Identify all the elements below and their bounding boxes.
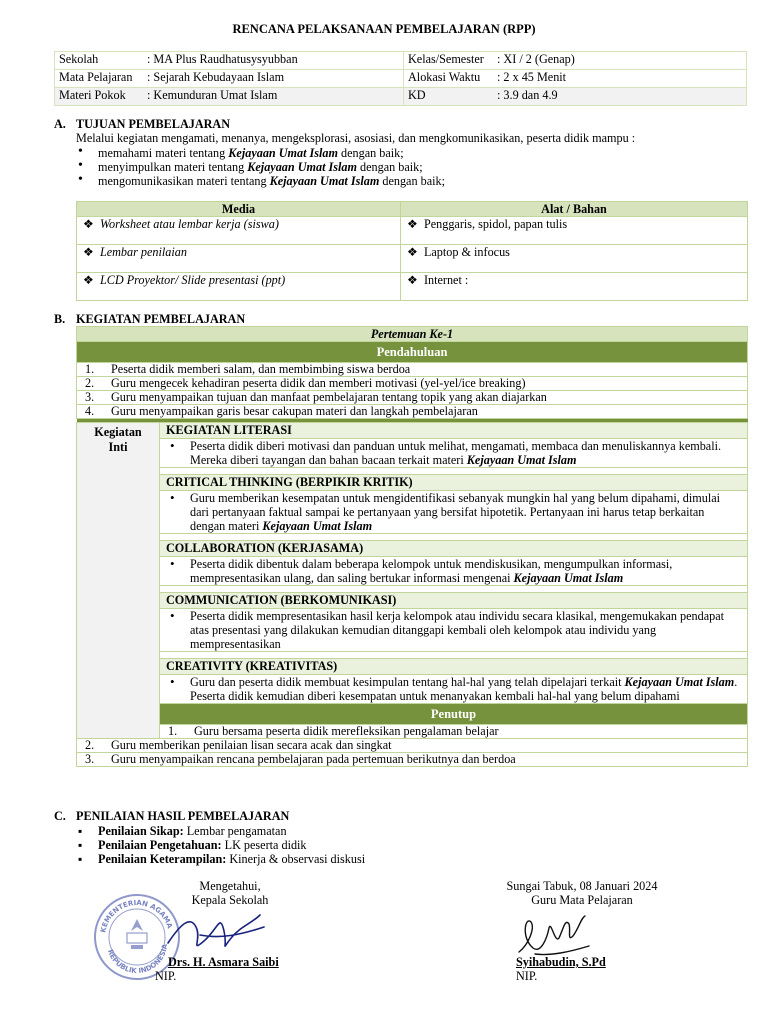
creat-text	[166, 675, 741, 703]
subject-cell	[55, 70, 404, 88]
section-b-title: KEGIATAN PEMBELAJARAN	[76, 312, 246, 326]
media-table	[76, 201, 748, 301]
closing-item	[77, 753, 748, 767]
subject-value: : Sejarah Kebudayaan Islam	[147, 70, 285, 84]
teacher-nip: NIP.	[516, 969, 538, 983]
critical-thinking-item	[160, 491, 748, 534]
diamond-bullet-icon: ❖	[407, 245, 418, 259]
closing-item-text: Guru bersama peserta didik merefleksikan pengalaman belajar	[194, 724, 499, 738]
section-a-intro: Melalui kegiatan mengamati, menanya, mengeksplorasi, asosiasi, dan mengkomunikasikan, peserta didik mampu :	[76, 131, 636, 145]
media-text: LCD Proyektor/ Slide presentasi (ppt)	[99, 273, 286, 287]
goal-text: mengomunikasikan materi tentang	[98, 174, 270, 188]
opening-item-text: Guru menyampaikan garis besar cakupan materi dan langkah pembelajaran	[111, 404, 478, 418]
diamond-bullet-icon: ❖	[83, 217, 94, 231]
literacy-body: Peserta didik diberi motivasi dan panduan untuk melihat, mengamati, membaca dan menuliskannya kembali. Mereka diberi tayangan dan bahan bacaan terkait materi	[190, 439, 722, 467]
kd-label: KD	[408, 88, 426, 102]
tools-cell	[401, 245, 748, 273]
collab-text	[166, 557, 741, 585]
item-number: 3.	[85, 752, 95, 766]
literacy-emphasis: Kejayaan Umat Islam	[466, 453, 577, 467]
closing-item-text: Guru memberikan penilaian lisan secara acak dan singkat	[111, 738, 392, 752]
teacher-name: Syihabudin, S.Pd	[516, 955, 606, 969]
collaboration-heading: COLLABORATION (KERJASAMA)	[160, 541, 748, 557]
diamond-bullet-icon: ❖	[407, 217, 418, 231]
teacher-title: Guru Mata Pelajaran	[531, 893, 633, 907]
media-cell	[77, 217, 401, 245]
class-value: : XI / 2 (Genap)	[497, 52, 575, 66]
class-cell	[404, 52, 747, 70]
time-cell	[404, 70, 747, 88]
opening-item	[77, 377, 748, 391]
opening-item	[77, 391, 748, 405]
spacer	[160, 652, 748, 659]
communication-item	[160, 609, 748, 652]
tools-cell	[401, 273, 748, 301]
assessment-value: Lembar pengamatan	[183, 824, 287, 838]
collab-body: Peserta didik dibentuk dalam beberapa kelompok untuk mendiskusikan, mengumpulkan informasi, mempresentasikan ulang, dan saling bertukar informasi mengenai	[190, 557, 673, 585]
goals-list	[76, 146, 445, 188]
tools-cell	[401, 217, 748, 245]
subject-label: Mata Pelajaran	[59, 70, 133, 84]
opening-band: Pendahuluan	[77, 342, 748, 363]
assessment-item	[76, 838, 365, 852]
acknowledge-text: Mengetahui,	[199, 879, 261, 893]
seal-bottom-text: REPUBLIK INDONESIA	[105, 943, 170, 976]
section-c-title: PENILAIAN HASIL PEMBELAJARAN	[76, 809, 290, 823]
time-value: : 2 x 45 Menit	[497, 70, 567, 84]
goal-text-end: dengan baik;	[338, 146, 404, 160]
tools-text: Laptop & infocus	[423, 245, 510, 259]
creat-emphasis: Kejayaan Umat Islam	[624, 675, 735, 689]
principal-title: Kepala Sekolah	[191, 893, 269, 907]
goal-emphasis: Kejayaan Umat Islam	[228, 146, 338, 160]
meeting-label: Pertemuan Ke-1	[77, 327, 748, 342]
item-number: 3.	[85, 390, 95, 404]
assessment-list	[76, 824, 365, 866]
tools-text: Penggaris, spidol, papan tulis	[423, 217, 568, 231]
tools-text: Internet :	[423, 273, 469, 287]
assessment-item	[76, 852, 365, 866]
goal-item	[76, 146, 445, 160]
opening-item-text: Guru menyampaikan tujuan dan manfaat pembelajaran tentang topik yang akan diajarkan	[111, 390, 547, 404]
item-number: 4.	[85, 404, 95, 418]
closing-item	[77, 739, 748, 753]
assessment-value: Kinerja & observasi diskusi	[226, 852, 366, 866]
media-cell	[77, 245, 401, 273]
assessment-label: Penilaian Pengetahuan:	[98, 838, 222, 852]
opening-item-text: Guru mengecek kehadiran peserta didik dan memberi motivasi (yel-yel/ice breaking)	[111, 376, 526, 390]
document-title: RENCANA PELAKSANAAN PEMBELAJARAN (RPP)	[232, 22, 536, 36]
topic-value: : Kemunduran Umat Islam	[147, 88, 278, 102]
section-b-number: B.	[54, 312, 66, 326]
principal-name: Drs. H. Asmara Saibi	[168, 955, 279, 969]
seal-top-text: KEMENTERIAN AGAMA	[99, 898, 174, 934]
assessment-value: LK peserta didik	[221, 838, 307, 852]
spacer	[160, 586, 748, 593]
closing-item	[160, 725, 748, 739]
topic-label: Materi Pokok	[59, 88, 126, 102]
critical-body: Guru memberikan kesempatan untuk mengidentifikasi sebanyak mungkin hal yang belum dipahami, dimulai dari pertanyaan faktual sampai ke pertanyaan yang bersifat hipotetik. Pertanyaan ini harus tetap berkaitan dengan materi	[190, 491, 721, 533]
opening-item-text: Peserta didik memberi salam, dan membimbing siswa berdoa	[111, 362, 411, 376]
school-value: : MA Plus Raudhatusysyubban	[147, 52, 298, 66]
item-number: 2.	[85, 376, 95, 390]
goal-text: menyimpulkan materi tentang	[98, 160, 248, 174]
communication-heading: COMMUNICATION (BERKOMUNIKASI)	[160, 593, 748, 609]
time-label: Alokasi Waktu	[408, 70, 481, 84]
literacy-text	[166, 439, 741, 467]
assessment-label: Penilaian Sikap:	[98, 824, 184, 838]
closing-item-text: Guru menyampaikan rencana pembelajaran pada pertemuan berikutnya dan berdoa	[111, 752, 516, 766]
goal-emphasis: Kejayaan Umat Islam	[269, 174, 380, 188]
diamond-bullet-icon: ❖	[83, 245, 94, 259]
media-text: Worksheet atau lembar kerja (siswa)	[99, 217, 279, 231]
core-label-line2: Inti	[108, 440, 128, 454]
goal-text-end: dengan baik;	[379, 174, 445, 188]
section-b-heading	[54, 312, 245, 327]
assessment-item	[76, 824, 365, 838]
school-cell	[55, 52, 404, 70]
critical-emphasis: Kejayaan Umat Islam	[262, 519, 373, 533]
opening-item	[77, 363, 748, 377]
section-a-number: A.	[54, 117, 66, 131]
assessment-label: Penilaian Keterampilan:	[98, 852, 227, 866]
spacer	[160, 468, 748, 475]
collaboration-item	[160, 557, 748, 586]
literacy-item	[160, 439, 748, 468]
identity-table	[54, 51, 747, 106]
goal-emphasis: Kejayaan Umat Islam	[247, 160, 357, 174]
place-date: Sungai Tabuk, 08 Januari 2024	[506, 879, 658, 893]
tools-header: Alat / Bahan	[401, 202, 748, 217]
teacher-block	[470, 879, 694, 907]
activities-table	[76, 326, 748, 767]
goal-text: memahami materi tentang	[98, 146, 229, 160]
media-header: Media	[77, 202, 401, 217]
creat-body-end: . Peserta didik kemudian diberi kesempatan untuk menanyakan kembali hal-hal yang belum dipahami	[190, 675, 738, 703]
class-label: Kelas/Semester	[408, 52, 484, 66]
creat-body: Guru dan peserta didik membuat kesimpulan tentang hal-hal yang telah dipelajari terkait	[190, 675, 625, 689]
goal-text-end: dengan baik;	[356, 160, 423, 174]
core-activity-label	[77, 423, 160, 739]
kd-cell	[404, 88, 747, 106]
creativity-heading: CREATIVITY (KREATIVITAS)	[160, 659, 748, 675]
section-c-number: C.	[54, 809, 66, 823]
opening-item	[77, 405, 748, 419]
diamond-bullet-icon: ❖	[83, 273, 94, 287]
diamond-bullet-icon: ❖	[407, 273, 418, 287]
literacy-heading: KEGIATAN LITERASI	[160, 423, 748, 439]
section-a-title: TUJUAN PEMBELAJARAN	[76, 117, 231, 131]
goal-item	[76, 160, 445, 174]
principal-signature	[160, 905, 270, 961]
critical-text	[166, 491, 741, 533]
media-text: Lembar penilaian	[99, 245, 187, 259]
topic-cell	[55, 88, 404, 106]
section-c-heading	[54, 809, 289, 824]
item-number: 2.	[85, 738, 95, 752]
principal-nip: NIP.	[155, 969, 177, 983]
school-label: Sekolah	[59, 52, 99, 66]
kd-value: : 3.9 dan 4.9	[497, 88, 558, 102]
core-label-line1: Kegiatan	[94, 425, 142, 439]
spacer	[160, 534, 748, 541]
comm-text: • Peserta didik mempresentasikan hasil kerja kelompok atau individu secara klasikal, mengemukakan pendapat atas presentasi yang dilakukan kemudian ditanggapi kembali oleh kelompok atau individu yang mempresentasikan	[166, 609, 741, 651]
goal-item	[76, 174, 445, 188]
item-number: 1.	[168, 724, 178, 738]
section-a-heading	[54, 117, 230, 132]
collab-emphasis: Kejayaan Umat Islam	[513, 571, 624, 585]
media-cell	[77, 273, 401, 301]
creativity-item	[160, 675, 748, 704]
item-number: 1.	[85, 362, 95, 376]
critical-thinking-heading: CRITICAL THINKING (BERPIKIR KRITIK)	[160, 475, 748, 491]
closing-band: Penutup	[160, 704, 748, 725]
